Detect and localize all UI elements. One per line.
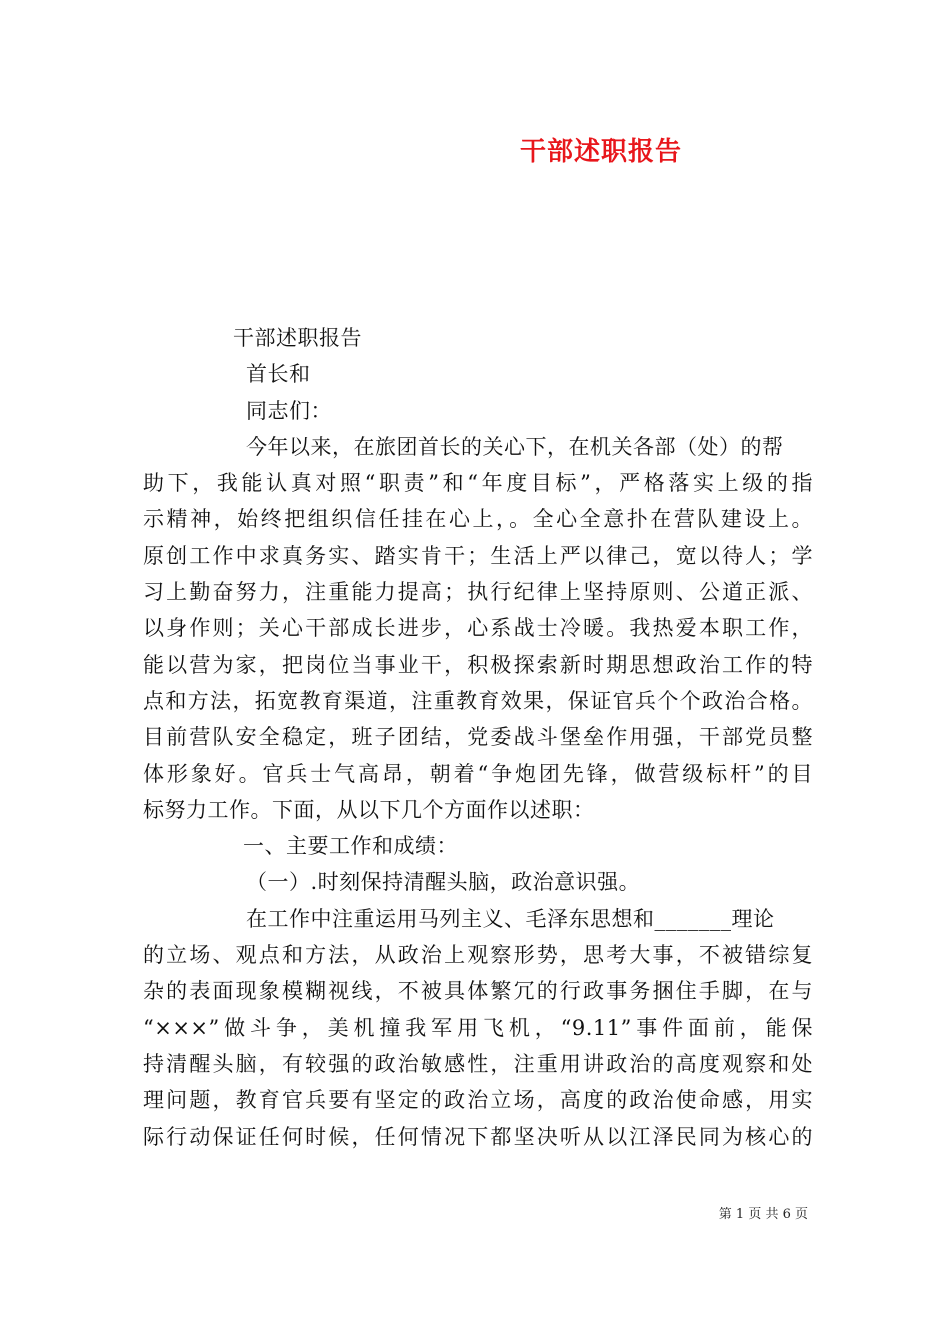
salutation-line-1: 首长和 (246, 362, 311, 387)
paragraph-line: 点和方法，拓宽教育渠道，注重教育效果，保证官兵个个政治合格。 (143, 688, 813, 713)
paragraph-line: 以身作则；关心干部成长进步，心系战士冷暖。我热爱本职工作， (143, 616, 813, 641)
paragraph-line: 的立场、观点和方法，从政治上观察形势，思考大事，不被错综复 (143, 943, 813, 968)
paragraph-line: 标努力工作。下面，从以下几个方面作以述职： (143, 797, 595, 822)
paragraph-line: 持清醒头脑，有较强的政治敏感性，注重用讲政治的高度观察和处 (143, 1051, 813, 1076)
paragraph-line: 目前营队安全稳定，班子团结，党委战斗堡垒作用强，干部党员整 (143, 725, 813, 750)
subsection-heading: （一）.时刻保持清醒头脑，政治意识强。 (246, 870, 641, 895)
paragraph-line: 杂的表面现象模糊视线，不被具体繁冗的行政事务捆住手脚，在与 (143, 979, 813, 1004)
paragraph-line: “×××”做斗争，美机撞我军用飞机，“9.11”事件面前，能保 (143, 1015, 813, 1040)
paragraph-line: 能以营为家，把岗位当事业干，积极探索新时期思想政治工作的特 (143, 652, 813, 677)
report-heading: 干部述职报告 (233, 326, 362, 350)
paragraph-line: 今年以来，在旅团首长的关心下，在机关各部（处）的帮 (246, 434, 784, 459)
paragraph-line: 原创工作中求真务实、踏实肯干；生活上严以律己，宽以待人；学 (143, 543, 813, 568)
paragraph-line: 示精神，始终把组织信任挂在心上，。全心全意扑在营队建设上。 (143, 507, 813, 532)
paragraph-line: 在工作中注重运用马列主义、毛泽东思想和_______理论 (246, 906, 775, 931)
paragraph-line: 理问题，教育官兵要有坚定的政治立场，高度的政治使命感，用实 (143, 1088, 813, 1113)
salutation-line-2: 同志们： (246, 398, 332, 423)
document-body (143, 320, 813, 1155)
page-number-footer: 第 1 页 共 6 页 (718, 1207, 808, 1222)
paragraph-line: 助下，我能认真对照“职责”和“年度目标”，严格落实上级的指 (143, 471, 813, 496)
paragraph-line: 体形象好。官兵士气高昂，朝着“争炮团先锋，做营级标杆”的目 (143, 761, 813, 786)
section-heading: 一、主要工作和成绩： (243, 834, 458, 859)
paragraph-line: 际行动保证任何时候，任何情况下都坚决听从以江泽民同为核心的 (143, 1124, 813, 1149)
document-red-title: 干部述职报告 (519, 137, 682, 167)
paragraph-line: 习上勤奋努力，注重能力提高；执行纪律上坚持原则、公道正派、 (143, 580, 813, 605)
